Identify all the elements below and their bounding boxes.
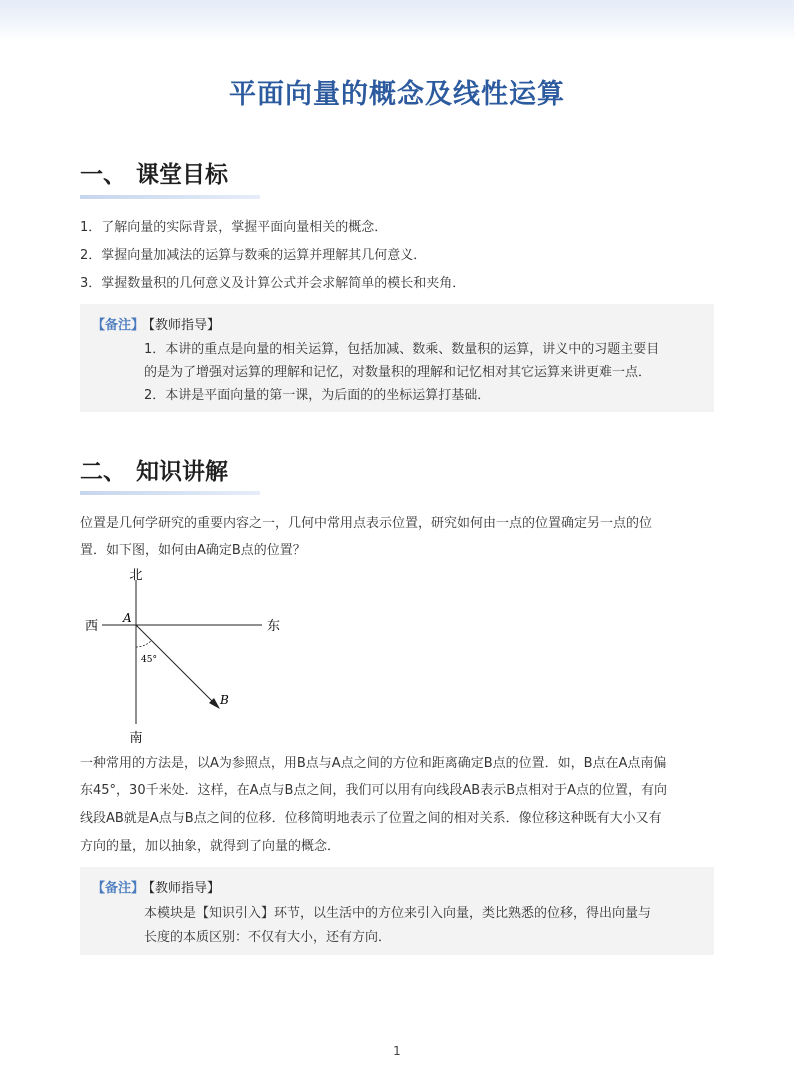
label-north: 北 [129, 568, 143, 583]
note-line: 长度的本质区别：不仅有大小，还有方向． [144, 930, 392, 945]
section-title: 课堂目标 [136, 162, 228, 188]
section-title: 知识讲解 [136, 459, 228, 485]
note-line: 1．本讲的重点是向量的相关运算，包括加减、数乘、数量积的运算，讲义中的习题主要目 [144, 342, 660, 357]
section-number: 二、 [80, 459, 126, 485]
note-line: 的是为了增强对运算的理解和记忆，对数量积的理解和记忆相对其它运算来讲更难一点． [144, 365, 652, 380]
body-line: 东45°，30千米处．这样，在A点与B点之间，我们可以用有向线段AB表示B点相对于A点的位置，有向 [80, 783, 668, 798]
angle-arc [136, 641, 152, 648]
label-angle: 45° [141, 655, 157, 665]
page-number: 1 [393, 1044, 401, 1058]
note-heading: 【教师指导】 [142, 318, 221, 333]
note-tag: 【备注】 [92, 318, 145, 333]
body-line: 线段AB就是A点与B点之间的位移．位移简明地表示了位置之间的相对关系．像位移这种既有大小又有 [80, 811, 662, 826]
section-number: 一、 [80, 162, 126, 188]
note-line: 本模块是【知识引入】环节，以生活中的方位来引入向量，类比熟悉的位移，得出向量与 [144, 906, 652, 921]
objective-item: 2．掌握向量加减法的运算与数乘的运算并理解其几何意义． [80, 248, 427, 263]
teacher-note-box [80, 867, 714, 955]
section-heading-knowledge [80, 453, 228, 486]
direction-diagram [80, 562, 300, 752]
teacher-note-box [80, 304, 714, 412]
note-line: 2．本讲是平面向量的第一课，为后面的的坐标运算打基础． [144, 388, 491, 403]
objective-item: 1．了解向量的实际背景，掌握平面向量相关的概念． [80, 220, 388, 235]
label-south: 南 [129, 731, 143, 746]
note-tag: 【备注】 [92, 881, 145, 896]
objective-item: 3．掌握数量积的几何意义及计算公式并会求解简单的模长和夹角． [80, 276, 466, 291]
section-underline [80, 491, 260, 495]
note-heading: 【教师指导】 [142, 881, 221, 896]
intro-line: 置．如下图，如何由A确定B点的位置？ [80, 543, 306, 558]
section-heading-objectives [80, 156, 228, 189]
label-point-b: B [220, 693, 229, 707]
header-wash [0, 0, 794, 42]
body-line: 一种常用的方法是，以A为参照点，用B点与A点之间的方位和距离确定B点的位置．如，B点在A点南偏 [80, 756, 667, 771]
label-west: 西 [85, 619, 99, 634]
intro-line: 位置是几何学研究的重要内容之一，几何中常用点表示位置，研究如何由一点的位置确定另一点的位 [80, 516, 653, 531]
label-east: 东 [267, 619, 281, 634]
label-point-a: A [123, 611, 132, 625]
vector-ab [136, 625, 216, 705]
body-line: 方向的量，加以抽象，就得到了向量的概念． [80, 839, 341, 854]
section-underline [80, 195, 260, 199]
page-title: 平面向量的概念及线性运算 [229, 79, 565, 110]
